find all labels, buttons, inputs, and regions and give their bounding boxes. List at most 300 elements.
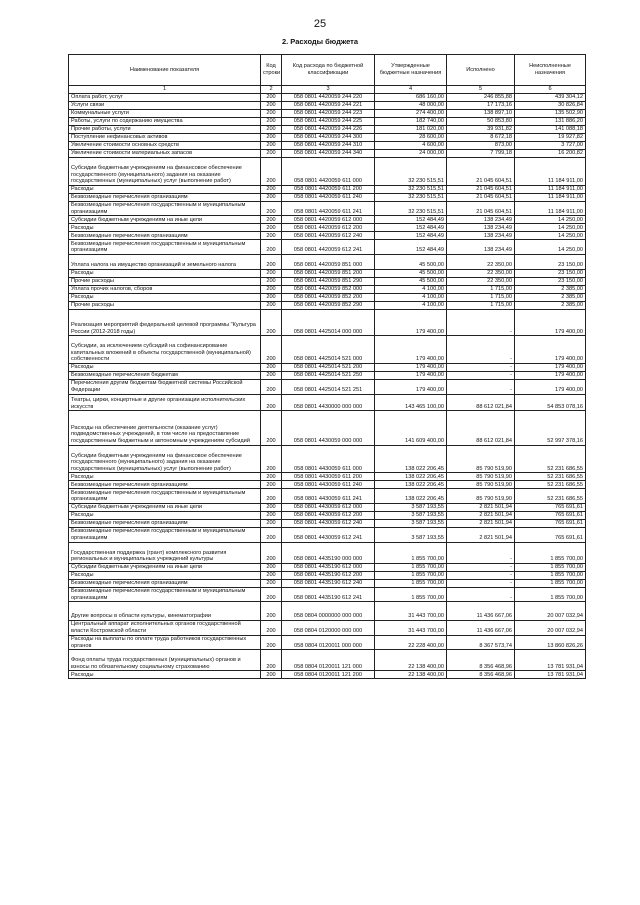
table-row xyxy=(69,134,586,142)
table-row xyxy=(69,411,586,445)
cell-line-code: 200 xyxy=(261,293,282,301)
cell-approved: 22 138 400,00 xyxy=(375,671,447,679)
cell-approved: 22 138 400,00 xyxy=(375,650,447,671)
cell-name: Расходы на обеспечение деятельности (оказание услуг) подведомственных учреждений, в том числе на предоставление государственным бюджетным и автономным учреждениям субсидий xyxy=(69,411,261,445)
cell-remaining: 14 250,00 xyxy=(515,232,586,240)
cell-line-code: 200 xyxy=(261,158,282,186)
cell-executed: 21 045 604,51 xyxy=(447,193,515,201)
table-row xyxy=(69,363,586,371)
cell-name: Безвозмездные перечисления государственным и муниципальным организациям xyxy=(69,489,261,504)
cell-budget-code: 058 0801 4420059 611 241 xyxy=(282,201,375,216)
cell-budget-code: 058 0804 0120011 121 200 xyxy=(282,671,375,679)
cell-remaining: 52 231 686,55 xyxy=(515,445,586,473)
column-number: 5 xyxy=(447,86,515,94)
cell-approved: 32 230 515,51 xyxy=(375,185,447,193)
cell-remaining: 52 231 686,55 xyxy=(515,489,586,504)
table-row xyxy=(69,118,586,126)
cell-line-code: 200 xyxy=(261,216,282,224)
cell-line-code: 200 xyxy=(261,150,282,158)
cell-remaining: 11 184 911,00 xyxy=(515,201,586,216)
header-row xyxy=(69,55,586,86)
cell-executed: 22 350,00 xyxy=(447,277,515,285)
cell-budget-code: 058 0801 4420059 244 221 xyxy=(282,102,375,110)
cell-name: Расходы xyxy=(69,224,261,232)
cell-approved: 686 160,00 xyxy=(375,94,447,102)
table-row xyxy=(69,527,586,542)
cell-name: Безвозмездные перечисления организациям xyxy=(69,519,261,527)
cell-executed: - xyxy=(447,309,515,336)
cell-name: Субсидии бюджетным учреждениям на финансовое обеспечение государственного (муниципального) задания на оказание государственных (муниципальных) услуг (выполнение работ) xyxy=(69,445,261,473)
cell-remaining: 179 400,00 xyxy=(515,336,586,364)
cell-budget-code: 058 0801 4430059 611 200 xyxy=(282,473,375,481)
table-row xyxy=(69,336,586,364)
cell-line-code: 200 xyxy=(261,363,282,371)
cell-executed: 85 790 519,90 xyxy=(447,489,515,504)
table-row xyxy=(69,277,586,285)
cell-budget-code: 058 0804 0120011 121 000 xyxy=(282,650,375,671)
cell-budget-code: 058 0801 4420059 611 240 xyxy=(282,193,375,201)
cell-remaining: 19 927,82 xyxy=(515,134,586,142)
cell-approved: 1 855 700,00 xyxy=(375,563,447,571)
cell-approved: 3 587 193,55 xyxy=(375,511,447,519)
table-row xyxy=(69,602,586,621)
cell-executed: 2 821 501,94 xyxy=(447,527,515,542)
cell-line-code: 200 xyxy=(261,301,282,309)
cell-line-code: 200 xyxy=(261,134,282,142)
cell-executed: 17 173,16 xyxy=(447,102,515,110)
cell-approved: 4 100,00 xyxy=(375,293,447,301)
cell-executed: - xyxy=(447,563,515,571)
cell-line-code: 200 xyxy=(261,269,282,277)
table-row xyxy=(69,671,586,679)
cell-approved: 45 500,00 xyxy=(375,254,447,269)
section-title: 2. Расходы бюджета xyxy=(281,37,359,46)
table-row xyxy=(69,587,586,602)
cell-budget-code: 058 0801 4420059 852 200 xyxy=(282,293,375,301)
cell-name: Расходы xyxy=(69,571,261,579)
cell-executed: 11 436 667,06 xyxy=(447,620,515,635)
cell-executed: 39 931,82 xyxy=(447,126,515,134)
cell-remaining: 23 150,00 xyxy=(515,269,586,277)
cell-budget-code: 058 0801 4435190 612 240 xyxy=(282,579,375,587)
cell-remaining: 2 385,00 xyxy=(515,301,586,309)
cell-approved: 32 230 515,51 xyxy=(375,193,447,201)
cell-approved: 179 400,00 xyxy=(375,363,447,371)
cell-line-code: 200 xyxy=(261,94,282,102)
cell-remaining: 765 691,61 xyxy=(515,527,586,542)
cell-line-code: 200 xyxy=(261,527,282,542)
table-row xyxy=(69,309,586,336)
cell-line-code: 200 xyxy=(261,277,282,285)
cell-approved: 22 228 400,00 xyxy=(375,635,447,650)
cell-approved: 1 855 700,00 xyxy=(375,571,447,579)
cell-line-code: 200 xyxy=(261,254,282,269)
cell-budget-code: 058 0801 4430059 611 240 xyxy=(282,481,375,489)
table-row xyxy=(69,216,586,224)
table-row xyxy=(69,301,586,309)
cell-budget-code: 058 0801 4420059 244 220 xyxy=(282,94,375,102)
cell-remaining: 1 855 700,00 xyxy=(515,571,586,579)
table-row xyxy=(69,110,586,118)
cell-remaining: 2 385,00 xyxy=(515,285,586,293)
cell-executed: - xyxy=(447,336,515,364)
cell-name: Другие вопросы в области культуры, кинематографии xyxy=(69,602,261,621)
cell-approved: 274 400,00 xyxy=(375,110,447,118)
cell-name: Субсидии бюджетным учреждениям на иные цели xyxy=(69,503,261,511)
table-row xyxy=(69,201,586,216)
cell-executed: - xyxy=(447,379,515,394)
table-row xyxy=(69,542,586,563)
cell-executed: 1 715,00 xyxy=(447,293,515,301)
cell-budget-code: 058 0801 4425014 521 200 xyxy=(282,363,375,371)
cell-name: Уплата прочих налогов, сборов xyxy=(69,285,261,293)
cell-remaining: 765 691,61 xyxy=(515,503,586,511)
cell-executed: 21 045 604,51 xyxy=(447,185,515,193)
cell-approved: 1 855 700,00 xyxy=(375,587,447,602)
table-row xyxy=(69,158,586,186)
cell-budget-code: 058 0801 4430059 612 200 xyxy=(282,511,375,519)
table-row xyxy=(69,269,586,277)
cell-approved: 152 484,49 xyxy=(375,232,447,240)
cell-budget-code: 058 0801 4430059 612 240 xyxy=(282,519,375,527)
cell-budget-code: 058 0801 4420059 851 200 xyxy=(282,269,375,277)
cell-name: Расходы xyxy=(69,293,261,301)
cell-budget-code: 058 0801 4420059 244 226 xyxy=(282,126,375,134)
cell-line-code: 200 xyxy=(261,285,282,293)
cell-name: Безвозмездные перечисления организациям xyxy=(69,193,261,201)
cell-name: Расходы xyxy=(69,185,261,193)
cell-line-code: 200 xyxy=(261,394,282,411)
cell-approved: 3 587 193,55 xyxy=(375,519,447,527)
table-row xyxy=(69,142,586,150)
cell-executed: - xyxy=(447,579,515,587)
cell-line-code: 200 xyxy=(261,587,282,602)
cell-name: Реализация мероприятий федеральной целевой программы "Культура России (2012-2018 годы) xyxy=(69,309,261,336)
cell-approved: 3 587 193,55 xyxy=(375,503,447,511)
cell-line-code: 200 xyxy=(261,336,282,364)
cell-remaining: 13 860 826,26 xyxy=(515,635,586,650)
cell-name: Работы, услуги по содержанию имущества xyxy=(69,118,261,126)
cell-name: Безвозмездные перечисления организациям xyxy=(69,232,261,240)
cell-budget-code: 058 0801 4425014 000 000 xyxy=(282,309,375,336)
table-row xyxy=(69,224,586,232)
cell-budget-code: 058 0801 4420059 244 340 xyxy=(282,150,375,158)
cell-name: Фонд оплаты труда государственных (муниципальных) органов и взносы по обязательному социальному страхованию xyxy=(69,650,261,671)
cell-approved: 138 022 206,45 xyxy=(375,473,447,481)
cell-remaining: 20 007 032,94 xyxy=(515,620,586,635)
cell-executed: - xyxy=(447,542,515,563)
cell-remaining: 14 250,00 xyxy=(515,224,586,232)
cell-approved: 179 400,00 xyxy=(375,309,447,336)
cell-executed: 1 715,00 xyxy=(447,301,515,309)
cell-name: Субсидии бюджетным учреждениям на иные цели xyxy=(69,216,261,224)
cell-budget-code: 058 0801 4430059 000 000 xyxy=(282,411,375,445)
cell-executed: 8 367 573,74 xyxy=(447,635,515,650)
cell-name: Увеличение стоимости материальных запасов xyxy=(69,150,261,158)
cell-executed: 11 436 667,06 xyxy=(447,602,515,621)
cell-executed: 8 356 468,96 xyxy=(447,650,515,671)
cell-line-code: 200 xyxy=(261,650,282,671)
cell-name: Субсидии бюджетным учреждениям на финансовое обеспечение государственного (муниципального) задания на оказание государственных (муниципальных) услуг (выполнение работ) xyxy=(69,158,261,186)
header-approved: Утвержденные бюджетные назначения xyxy=(375,55,447,86)
cell-name: Поступление нефинансовых активов xyxy=(69,134,261,142)
cell-name: Уплата налога на имущество организаций и земельного налога xyxy=(69,254,261,269)
table-row xyxy=(69,394,586,411)
header-line-code: Код строки xyxy=(261,55,282,86)
cell-name: Прочие работы, услуги xyxy=(69,126,261,134)
table-row xyxy=(69,102,586,110)
cell-name: Расходы xyxy=(69,473,261,481)
cell-budget-code: 058 0801 4420059 244 300 xyxy=(282,134,375,142)
cell-budget-code: 058 0801 4425014 521 250 xyxy=(282,371,375,379)
cell-name: Безвозмездные перечисления государственным и муниципальным организациям xyxy=(69,240,261,255)
cell-approved: 152 484,49 xyxy=(375,216,447,224)
cell-line-code: 200 xyxy=(261,371,282,379)
cell-executed: 2 821 501,94 xyxy=(447,519,515,527)
cell-name: Расходы xyxy=(69,363,261,371)
cell-executed: 138 234,49 xyxy=(447,232,515,240)
cell-remaining: 179 400,00 xyxy=(515,371,586,379)
column-number: 4 xyxy=(375,86,447,94)
cell-remaining: 13 781 931,04 xyxy=(515,650,586,671)
cell-remaining: 1 855 700,00 xyxy=(515,563,586,571)
cell-remaining: 179 400,00 xyxy=(515,309,586,336)
cell-executed: 2 821 501,94 xyxy=(447,511,515,519)
cell-line-code: 200 xyxy=(261,671,282,679)
cell-approved: 138 022 206,45 xyxy=(375,445,447,473)
cell-remaining: 54 853 078,16 xyxy=(515,394,586,411)
cell-executed: - xyxy=(447,587,515,602)
cell-budget-code: 058 0801 4420059 612 240 xyxy=(282,232,375,240)
cell-executed: - xyxy=(447,571,515,579)
cell-budget-code: 058 0801 4420059 244 310 xyxy=(282,142,375,150)
cell-executed: 138 897,10 xyxy=(447,110,515,118)
cell-remaining: 16 200,82 xyxy=(515,150,586,158)
cell-line-code: 200 xyxy=(261,519,282,527)
cell-line-code: 200 xyxy=(261,571,282,579)
cell-executed: 22 350,00 xyxy=(447,254,515,269)
cell-budget-code: 058 0801 4430059 612 000 xyxy=(282,503,375,511)
cell-name: Субсидии бюджетным учреждениям на иные цели xyxy=(69,563,261,571)
cell-budget-code: 058 0801 4420059 852 000 xyxy=(282,285,375,293)
cell-name: Безвозмездные перечисления государственным и муниципальным организациям xyxy=(69,587,261,602)
cell-approved: 179 400,00 xyxy=(375,379,447,394)
cell-budget-code: 058 0801 4420059 244 223 xyxy=(282,110,375,118)
cell-remaining: 11 184 911,00 xyxy=(515,185,586,193)
cell-executed: 85 790 519,90 xyxy=(447,481,515,489)
cell-executed: 21 045 604,51 xyxy=(447,201,515,216)
table-body xyxy=(69,94,586,679)
cell-executed: 85 790 519,90 xyxy=(447,445,515,473)
table-row xyxy=(69,473,586,481)
cell-name: Расходы на выплаты по оплате труда работников государственных органов xyxy=(69,635,261,650)
table-row xyxy=(69,511,586,519)
table-row xyxy=(69,481,586,489)
cell-approved: 32 230 515,51 xyxy=(375,158,447,186)
cell-budget-code: 058 0804 0000000 000 000 xyxy=(282,602,375,621)
cell-approved: 179 400,00 xyxy=(375,371,447,379)
cell-budget-code: 058 0801 4435190 612 241 xyxy=(282,587,375,602)
header-budget-code: Код расхода по бюджетной классификации xyxy=(282,55,375,86)
cell-line-code: 200 xyxy=(261,489,282,504)
table-row xyxy=(69,240,586,255)
cell-budget-code: 058 0804 0120011 000 000 xyxy=(282,635,375,650)
table-row xyxy=(69,126,586,134)
cell-remaining: 11 184 911,00 xyxy=(515,158,586,186)
cell-approved: 152 484,49 xyxy=(375,224,447,232)
cell-line-code: 200 xyxy=(261,126,282,134)
cell-budget-code: 058 0801 4420059 851 290 xyxy=(282,277,375,285)
cell-budget-code: 058 0801 4420059 611 200 xyxy=(282,185,375,193)
cell-approved: 4 600,00 xyxy=(375,142,447,150)
cell-remaining: 439 304,12 xyxy=(515,94,586,102)
cell-remaining: 131 886,20 xyxy=(515,118,586,126)
cell-line-code: 200 xyxy=(261,411,282,445)
cell-budget-code: 058 0801 4430059 611 241 xyxy=(282,489,375,504)
cell-approved: 24 000,00 xyxy=(375,150,447,158)
cell-approved: 31 443 700,00 xyxy=(375,620,447,635)
cell-line-code: 200 xyxy=(261,201,282,216)
cell-executed: 2 821 501,94 xyxy=(447,503,515,511)
cell-approved: 48 000,00 xyxy=(375,102,447,110)
cell-budget-code: 058 0801 4430059 611 000 xyxy=(282,445,375,473)
cell-remaining: 52 997 378,16 xyxy=(515,411,586,445)
cell-line-code: 200 xyxy=(261,193,282,201)
cell-budget-code: 058 0801 4425014 521 000 xyxy=(282,336,375,364)
budget-expenses-table xyxy=(68,54,586,679)
table-row xyxy=(69,445,586,473)
cell-approved: 143 465 100,00 xyxy=(375,394,447,411)
cell-remaining: 1 855 700,00 xyxy=(515,579,586,587)
cell-line-code: 200 xyxy=(261,142,282,150)
cell-line-code: 200 xyxy=(261,620,282,635)
table-row xyxy=(69,571,586,579)
cell-budget-code: 058 0801 4420059 612 200 xyxy=(282,224,375,232)
cell-executed: 8 672,18 xyxy=(447,134,515,142)
cell-executed: 1 715,00 xyxy=(447,285,515,293)
cell-executed: 138 234,49 xyxy=(447,216,515,224)
cell-line-code: 200 xyxy=(261,542,282,563)
cell-budget-code: 058 0801 4420059 851 000 xyxy=(282,254,375,269)
cell-name: Безвозмездные перечисления бюджетам xyxy=(69,371,261,379)
cell-name: Безвозмездные перечисления организациям xyxy=(69,481,261,489)
cell-line-code: 200 xyxy=(261,379,282,394)
cell-approved: 28 600,00 xyxy=(375,134,447,142)
cell-name: Безвозмездные перечисления государственным и муниципальным организациям xyxy=(69,201,261,216)
table-row xyxy=(69,379,586,394)
table-row xyxy=(69,371,586,379)
cell-line-code: 200 xyxy=(261,232,282,240)
cell-budget-code: 058 0801 4430059 612 241 xyxy=(282,527,375,542)
cell-remaining: 23 150,00 xyxy=(515,254,586,269)
page-number: 25 xyxy=(313,18,327,30)
cell-remaining: 52 231 686,55 xyxy=(515,473,586,481)
cell-approved: 181 020,00 xyxy=(375,126,447,134)
cell-budget-code: 058 0801 4420059 612 241 xyxy=(282,240,375,255)
cell-budget-code: 058 0801 4420059 852 290 xyxy=(282,301,375,309)
cell-approved: 45 500,00 xyxy=(375,277,447,285)
cell-approved: 141 609 400,00 xyxy=(375,411,447,445)
cell-name: Центральный аппарат исполнительных органов государственной власти Костромской области xyxy=(69,620,261,635)
cell-approved: 45 500,00 xyxy=(375,269,447,277)
cell-approved: 1 855 700,00 xyxy=(375,542,447,563)
cell-line-code: 200 xyxy=(261,110,282,118)
cell-approved: 4 100,00 xyxy=(375,301,447,309)
column-number: 6 xyxy=(515,86,586,94)
cell-name: Расходы xyxy=(69,511,261,519)
cell-budget-code: 058 0801 4435190 000 000 xyxy=(282,542,375,563)
table-row xyxy=(69,579,586,587)
cell-remaining: 3 727,00 xyxy=(515,142,586,150)
cell-remaining: 2 385,00 xyxy=(515,293,586,301)
cell-name: Прочие расходы xyxy=(69,301,261,309)
cell-line-code: 200 xyxy=(261,503,282,511)
cell-executed: 50 853,80 xyxy=(447,118,515,126)
cell-executed: 138 234,49 xyxy=(447,240,515,255)
cell-name: Субсидии, за исключением субсидий на софинансирование капитальных вложений в объекты государственной (муниципальной) собственности xyxy=(69,336,261,364)
table-row xyxy=(69,193,586,201)
cell-remaining: 765 691,61 xyxy=(515,511,586,519)
cell-line-code: 200 xyxy=(261,635,282,650)
header-executed: Исполнено xyxy=(447,55,515,86)
cell-remaining: 141 088,18 xyxy=(515,126,586,134)
table-row xyxy=(69,635,586,650)
cell-remaining: 1 855 700,00 xyxy=(515,542,586,563)
cell-line-code: 200 xyxy=(261,224,282,232)
cell-budget-code: 058 0801 4430000 000 000 xyxy=(282,394,375,411)
cell-approved: 3 587 193,55 xyxy=(375,527,447,542)
cell-remaining: 20 007 032,94 xyxy=(515,602,586,621)
cell-approved: 32 230 515,51 xyxy=(375,201,447,216)
cell-executed: 88 612 021,84 xyxy=(447,411,515,445)
cell-executed: 8 356 468,96 xyxy=(447,671,515,679)
cell-remaining: 11 184 911,00 xyxy=(515,193,586,201)
cell-approved: 152 484,49 xyxy=(375,240,447,255)
table-row xyxy=(69,150,586,158)
cell-budget-code: 058 0801 4420059 244 225 xyxy=(282,118,375,126)
cell-approved: 4 100,00 xyxy=(375,285,447,293)
cell-budget-code: 058 0801 4420059 612 000 xyxy=(282,216,375,224)
table-row xyxy=(69,519,586,527)
cell-executed: 873,00 xyxy=(447,142,515,150)
table-row xyxy=(69,232,586,240)
cell-remaining: 13 781 931,04 xyxy=(515,671,586,679)
cell-line-code: 200 xyxy=(261,563,282,571)
cell-approved: 179 400,00 xyxy=(375,336,447,364)
cell-name: Театры, цирки, концертные и другие организации исполнительских искусств xyxy=(69,394,261,411)
cell-remaining: 30 826,84 xyxy=(515,102,586,110)
cell-name: Коммунальные услуги xyxy=(69,110,261,118)
table-row xyxy=(69,254,586,269)
cell-approved: 182 740,00 xyxy=(375,118,447,126)
cell-line-code: 200 xyxy=(261,118,282,126)
cell-approved: 138 022 206,45 xyxy=(375,489,447,504)
cell-approved: 1 855 700,00 xyxy=(375,579,447,587)
cell-remaining: 135 502,90 xyxy=(515,110,586,118)
cell-remaining: 52 231 686,55 xyxy=(515,481,586,489)
cell-budget-code: 058 0801 4425014 521 251 xyxy=(282,379,375,394)
table-row xyxy=(69,293,586,301)
table-row xyxy=(69,650,586,671)
column-number-row xyxy=(69,86,586,94)
cell-line-code: 200 xyxy=(261,602,282,621)
cell-executed: 246 855,88 xyxy=(447,94,515,102)
column-number: 1 xyxy=(69,86,261,94)
cell-approved: 31 443 700,00 xyxy=(375,602,447,621)
cell-line-code: 200 xyxy=(261,445,282,473)
cell-line-code: 200 xyxy=(261,511,282,519)
table-row xyxy=(69,94,586,102)
